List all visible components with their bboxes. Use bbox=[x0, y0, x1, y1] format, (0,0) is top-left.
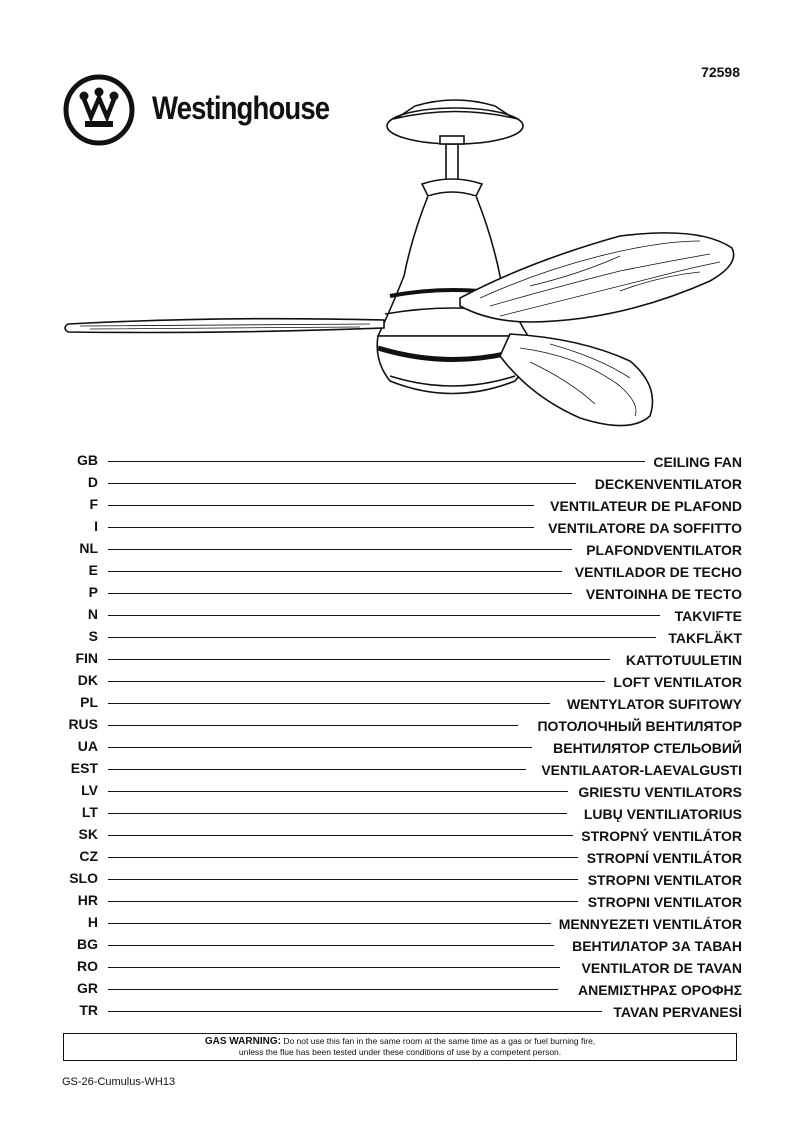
leader-line bbox=[108, 615, 660, 616]
language-row bbox=[64, 868, 742, 890]
language-row bbox=[64, 626, 742, 648]
language-code: H bbox=[87, 914, 98, 930]
language-title: LOFT VENTILATOR bbox=[605, 674, 742, 690]
language-row bbox=[64, 736, 742, 758]
leader-line bbox=[108, 659, 610, 660]
leader-line bbox=[108, 923, 552, 924]
language-row bbox=[64, 516, 742, 538]
language-row bbox=[64, 472, 742, 494]
language-title: VENTILADOR DE TECHO bbox=[567, 564, 742, 580]
language-row bbox=[64, 912, 742, 934]
language-code: N bbox=[87, 606, 98, 622]
language-code: F bbox=[89, 496, 98, 512]
leader-line bbox=[108, 593, 572, 594]
language-row bbox=[64, 692, 742, 714]
language-title: STROPNI VENTILATOR bbox=[580, 872, 742, 888]
leader-line bbox=[108, 747, 532, 748]
language-title: TAKVIFTE bbox=[667, 608, 742, 624]
language-title: STROPNÍ VENTILÁTOR bbox=[579, 850, 742, 866]
language-row bbox=[64, 604, 742, 626]
leader-line bbox=[108, 901, 578, 902]
language-code: RUS bbox=[68, 716, 98, 732]
leader-line bbox=[108, 681, 630, 682]
language-code: GB bbox=[77, 452, 98, 468]
language-code: DK bbox=[77, 672, 98, 688]
language-row bbox=[64, 846, 742, 868]
gas-warning-line1: Do not use this fan in the same room at the same time as a gas or fuel burning fire, bbox=[283, 1036, 596, 1046]
language-row bbox=[64, 450, 742, 472]
leader-line bbox=[108, 813, 567, 814]
leader-line bbox=[108, 527, 534, 528]
language-row bbox=[64, 538, 742, 560]
language-title-list bbox=[64, 450, 742, 1022]
language-row bbox=[64, 494, 742, 516]
gas-warning-line2: unless the flue has been tested under these conditions of use by a competent person. bbox=[238, 1047, 562, 1057]
language-code: D bbox=[87, 474, 98, 490]
leader-line bbox=[108, 945, 554, 946]
language-title: ВЕНТИЛАТОР ЗА ТАВАН bbox=[564, 938, 742, 954]
leader-line bbox=[108, 461, 676, 462]
gas-warning-label: GAS WARNING: bbox=[204, 1036, 281, 1047]
language-title: STROPNÝ VENTILÁTOR bbox=[573, 828, 742, 844]
language-row bbox=[64, 802, 742, 824]
language-code: LV bbox=[81, 782, 98, 798]
language-title: MENNYEZETI VENTILÁTOR bbox=[551, 916, 742, 932]
language-row bbox=[64, 978, 742, 1000]
leader-line bbox=[108, 549, 572, 550]
language-title: DECKENVENTILATOR bbox=[587, 476, 742, 492]
language-code: E bbox=[88, 562, 98, 578]
leader-line bbox=[108, 1011, 602, 1012]
language-title: STROPNI VENTILATOR bbox=[580, 894, 742, 910]
leader-line bbox=[108, 967, 560, 968]
language-code: RO bbox=[77, 958, 98, 974]
language-code: SLO bbox=[69, 870, 98, 886]
ceiling-fan-illustration bbox=[60, 86, 750, 436]
language-code: NL bbox=[79, 540, 98, 556]
language-title: KATTOTUULETIN bbox=[618, 652, 742, 668]
language-code: HR bbox=[77, 892, 98, 908]
language-title: TAKFLÄKT bbox=[660, 630, 742, 646]
language-code: SK bbox=[78, 826, 98, 842]
leader-line bbox=[108, 791, 568, 792]
language-row bbox=[64, 714, 742, 736]
language-row bbox=[64, 560, 742, 582]
language-code: PL bbox=[80, 694, 98, 710]
language-title: ΑΝΕΜΙΣΤΗΡΑΣ ΟΡΟΦΗΣ bbox=[570, 982, 742, 998]
leader-line bbox=[108, 835, 574, 836]
language-title: ПОТОЛОЧНЫЙ ВЕНТИЛЯТОР bbox=[529, 718, 742, 734]
language-title: LUBŲ VENTILIATORIUS bbox=[576, 806, 742, 822]
leader-line bbox=[108, 857, 578, 858]
language-code: I bbox=[94, 518, 98, 534]
language-code: UA bbox=[77, 738, 98, 754]
language-code: CZ bbox=[79, 848, 98, 864]
language-title: VENTILATEUR DE PLAFOND bbox=[542, 498, 742, 514]
language-title: VENTILAATOR-LAEVALGUSTI bbox=[533, 762, 742, 778]
language-code: P bbox=[88, 584, 98, 600]
language-code: LT bbox=[81, 804, 98, 820]
leader-line bbox=[108, 483, 576, 484]
document-code: GS-26-Cumulus-WH13 bbox=[62, 1076, 176, 1088]
leader-line bbox=[108, 725, 518, 726]
language-code: S bbox=[88, 628, 98, 644]
gas-warning-box bbox=[63, 1033, 737, 1061]
brand-name: Westinghouse bbox=[152, 90, 330, 126]
language-code: BG bbox=[77, 936, 98, 952]
language-title: VENTILATOR DE TAVAN bbox=[574, 960, 742, 976]
language-code: FIN bbox=[75, 650, 98, 666]
language-row bbox=[64, 890, 742, 912]
leader-line bbox=[108, 769, 526, 770]
leader-line bbox=[108, 571, 562, 572]
language-row bbox=[64, 956, 742, 978]
language-title: TAVAN PERVANESİ bbox=[605, 1004, 742, 1020]
model-number: 72598 bbox=[701, 64, 740, 80]
leader-line bbox=[108, 879, 578, 880]
language-row bbox=[64, 1000, 742, 1022]
leader-line bbox=[108, 505, 534, 506]
language-row bbox=[64, 824, 742, 846]
language-code: TR bbox=[79, 1002, 98, 1018]
language-row bbox=[64, 648, 742, 670]
language-title: WENTYLATOR SUFITOWY bbox=[559, 696, 742, 712]
language-row bbox=[64, 670, 742, 692]
language-row bbox=[64, 758, 742, 780]
leader-line bbox=[108, 989, 558, 990]
leader-line bbox=[108, 703, 550, 704]
language-title: GRIESTU VENTILATORS bbox=[570, 784, 742, 800]
language-code: GR bbox=[77, 980, 98, 996]
language-row bbox=[64, 934, 742, 956]
language-title: VENTILATORE DA SOFFITTO bbox=[540, 520, 742, 536]
language-title: CEILING FAN bbox=[645, 454, 742, 470]
language-row bbox=[64, 582, 742, 604]
language-title: PLAFONDVENTILATOR bbox=[578, 542, 742, 558]
language-title: ВЕНТИЛЯТОР СТЕЛЬОВИЙ bbox=[545, 740, 742, 756]
language-row bbox=[64, 780, 742, 802]
language-code: EST bbox=[70, 760, 98, 776]
leader-line bbox=[108, 637, 656, 638]
language-title: VENTOINHA DE TECTO bbox=[578, 586, 742, 602]
